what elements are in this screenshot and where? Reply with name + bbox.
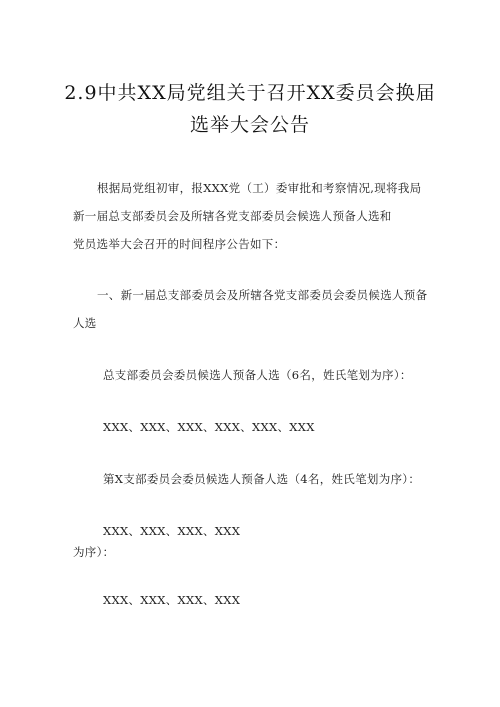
branch-x-heading: 第X支部委员会委员候选人预备人选（4名，姓氏笔划为序）： bbox=[103, 472, 421, 486]
intro-line-1: 根据局党组初审，报XXX党（工）委审批和考察情况,现将我局 bbox=[97, 181, 422, 195]
document-title-line-2: 选举大会公告 bbox=[189, 114, 310, 136]
text-fragment: 为序）： bbox=[73, 545, 115, 559]
intro-line-2: 新一届总支部委员会及所辖各党支部委员会候选人预备人选和 bbox=[73, 209, 392, 223]
section-1-line-2: 人选 bbox=[73, 316, 97, 330]
final-names: XXX、XXX、XXX、XXX bbox=[103, 593, 241, 607]
document-title-line-1: 2.9中共XX局党组关于召开XX委员会换届 bbox=[64, 82, 436, 104]
section-1-line-1: 一、新一届总支部委员会及所辖各党支部委员会委员候选人预备 bbox=[97, 288, 428, 302]
intro-line-3: 党员选举大会召开的时间程序公告如下： bbox=[73, 237, 286, 251]
branch-x-names: XXX、XXX、XXX、XXX bbox=[103, 524, 241, 538]
general-branch-names: XXX、XXX、XXX、XXX、XXX、XXX bbox=[103, 420, 315, 434]
general-branch-heading: 总支部委员会委员候选人预备人选（6名，姓氏笔划为序）： bbox=[103, 368, 412, 382]
